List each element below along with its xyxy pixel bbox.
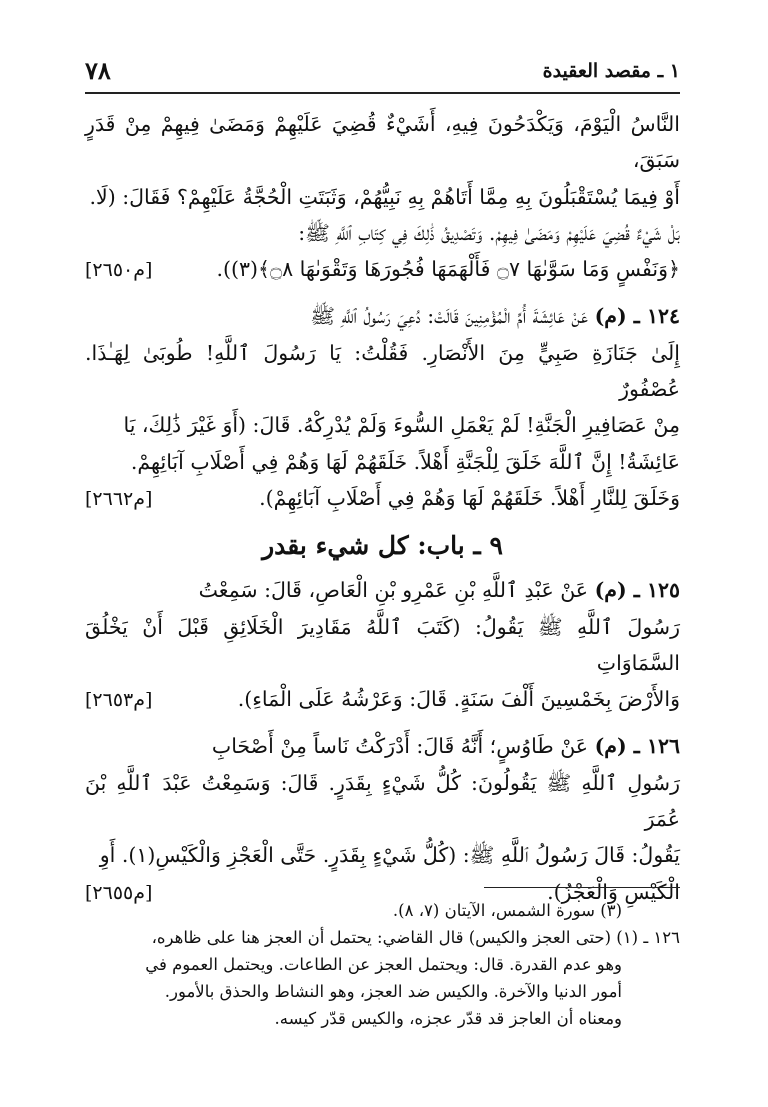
- hadith-number: ١٢٥ ـ (م): [594, 578, 680, 603]
- text-line: يَقُولُ: قَالَ رَسُولُ ٱللَّهِ ﷺ: (كُلُّ شَيْءٍ بِقَدَرٍ. حَتَّى الْعَجْزِ وَالْكَيْسِ(١). أَوِ: [99, 843, 680, 868]
- hadith-125: [85, 572, 680, 718]
- text-line: أَوْ فِيمَا يُسْتَقْبَلُونَ بِهِ مِمَّا أَتَاهُمْ بِهِ نَبِيُّهُمْ، وَثَبَتَتِ الْحُجَّةُ عَلَيْهِمْ؟ فَقَالَ: (لَا.: [89, 184, 680, 209]
- quran-verse-line: ﴿وَنَفْسٍ وَمَا سَوَّىٰهَا ۝٧ فَأَلْهَمَهَا فُجُورَهَا وَتَقْوَىٰهَا ۝٨﴾(٣)).: [216, 257, 680, 282]
- text-line: النَّاسُ الْيَوْمَ، وَيَكْدَحُونَ فِيهِ، أَشَيْءٌ قُضِيَ عَلَيْهِمْ وَمَضَىٰ فِيهِمْ مِنْ قَدَرٍ سَبَقَ،: [85, 112, 680, 173]
- text-line: [85, 572, 680, 608]
- text-line: رَسُولِ ٱللَّهِ ﷺ يَقُولُونَ: كُلُّ شَيْءٍ بِقَدَرٍ. قَالَ: وَسَمِعْتُ عَبْدَ ٱللَّهِ بْنَ عُمَرَ: [85, 770, 680, 832]
- hadith-text: عَنْ طَاوُسٍ؛ أَنَّهُ قَالَ: أَدْرَكْتُ نَاساً مِنْ أَصْحَابِ: [211, 734, 589, 759]
- footnote-hadith-number: ١٢٦ ـ: [643, 928, 680, 947]
- hadith-text: وَخَلَقَ لِلنَّارِ أَهْلاً. خَلَقَهُمْ لَهَا وَهُمْ فِي أَصْلَابِ آبَائِهِمْ).: [259, 485, 680, 510]
- hadith-text: الْكَيْسِ وَالْعَجْزُ).: [547, 879, 680, 904]
- text-line-end: [85, 480, 680, 517]
- source-reference: [م٢٦٥٣]: [85, 689, 153, 712]
- text-line: [85, 728, 680, 764]
- page-number: ٧٨: [85, 56, 111, 85]
- running-title: ١ ـ مقصد العقيدة: [542, 60, 680, 82]
- hadith-number: ١٢٦ ـ (م): [594, 734, 680, 759]
- source-reference: [م٢٦٦٢]: [85, 487, 153, 510]
- footnotes: [85, 897, 680, 1032]
- text-line: مِنْ عَصَافِيرِ الْجَنَّةِ! لَمْ يَعْمَلِ السُّوءَ وَلَمْ يُدْرِكْهُ. قَالَ: (أَوَ غَيْرَ ذَٰلِكَ، يَا: [123, 413, 680, 438]
- footnote-line: ومعناه أن العاجز قد قدّر عجزه، والكيس قدّر كيسه.: [274, 1009, 622, 1028]
- hadith-text: عَنْ عَبْدِ ٱللَّهِ بْنِ عَمْرِو بْنِ الْعَاصِ، قَالَ: سَمِعْتُ: [198, 578, 589, 603]
- text-line-end: [85, 681, 680, 718]
- footnote-text: (١) (حتى العجز والكيس) قال القاضي: يحتمل أن العجز هنا على ظاهره،: [151, 928, 639, 947]
- footnote-3: (٣) سورة الشمس، الآيتان (٧، ٨).: [392, 901, 622, 920]
- source-reference: [م٢٦٥٥]: [85, 881, 153, 904]
- footnote-line: أمور الدنيا والآخرة. والكيس ضد العجز، وهو النشاط والحذق بالأمور.: [164, 982, 622, 1001]
- text-line-end: [85, 251, 680, 288]
- hadith-text: وَالأَرْضَ بِخَمْسِينَ أَلْفَ سَنَةٍ. قَالَ: وَعَرْشُهُ عَلَى الْمَاءِ).: [237, 687, 680, 712]
- hadith-continuation: [85, 106, 680, 288]
- text-line: رَسُولَ ٱللَّهِ ﷺ يَقُولُ: (كَتَبَ ٱللَّهُ مَقَادِيرَ الْخَلَائِقِ قَبْلَ أَنْ يَخْلُقَ السَّمَاوَاتِ: [85, 614, 680, 675]
- hadith-text: عَنْ عَائِشَةَ أُمِّ الْمُؤْمِنِينَ قَالَتْ: دُعِيَ رَسُولُ ٱللَّهِ ﷺ: [310, 304, 589, 329]
- chapter-heading: ٩ ـ باب: كل شيء بقدر: [262, 531, 503, 561]
- text-line: عَائِشَةُ! إِنَّ ٱللَّهَ خَلَقَ لِلْجَنَّةِ أَهْلاً. خَلَقَهُمْ لَهَا وَهُمْ فِي أَصْلَابِ آبَائِهِمْ.: [130, 449, 680, 474]
- footnote-divider: [484, 887, 680, 888]
- footnote-line: وهو عدم القدرة. قال: ويحتمل العجز عن الطاعات. ويحتمل العموم في: [145, 955, 622, 974]
- hadith-124: [85, 298, 680, 517]
- hadith-number: ١٢٤ ـ (م): [594, 304, 680, 329]
- source-reference: [م٢٦٥٠]: [85, 259, 153, 282]
- text-line: [85, 298, 680, 334]
- header-divider: [85, 92, 680, 94]
- footnote-126: [85, 924, 680, 951]
- text-line: إِلَىٰ جَنَازَةِ صَبِيٍّ مِنَ الأَنْصَارِ. فَقُلْتُ: يَا رَسُولَ ٱللَّهِ! طُوبَىٰ لِهَـٰذَا. عُصْفُورٌ: [85, 340, 680, 402]
- hadith-126: [85, 728, 680, 910]
- main-text: [85, 106, 680, 911]
- page-header: [85, 52, 680, 92]
- text-line: بَلْ شَيْءٌ قُضِيَ عَلَيْهِمْ وَمَضَىٰ فِيهِمْ. وَتَصْدِيقُ ذَٰلِكَ فِي كِتَابِ ٱللَّهِ ﷺ:: [298, 220, 680, 245]
